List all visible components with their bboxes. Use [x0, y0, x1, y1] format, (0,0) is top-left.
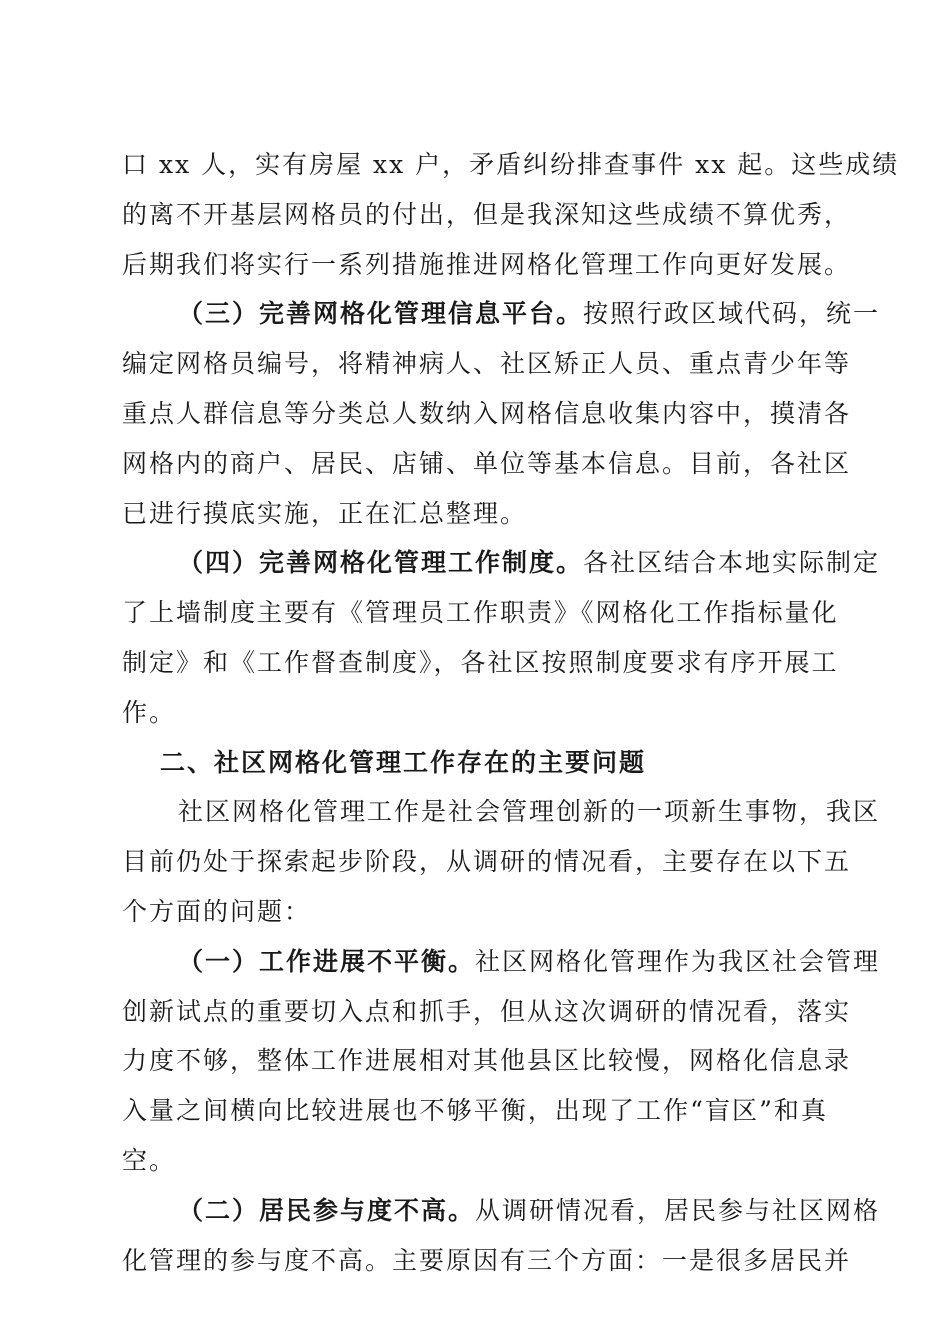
text-line: 作。 — [122, 697, 177, 727]
text-span: 各社区结合本地实际制定 — [583, 548, 881, 578]
text-line: 制定》和《工作督查制度》，各社区按照制度要求有序开展工 — [122, 647, 839, 677]
text-span: 从调研情况看，居民参与社区网格 — [475, 1195, 881, 1225]
paragraph-uneven-progress — [122, 937, 881, 1186]
text-line: 了上墙制度主要有《管理员工作职责》《网格化工作指标量化 — [122, 598, 839, 628]
text-line: 空。 — [122, 1145, 177, 1175]
paragraph-low-participation — [122, 1186, 881, 1286]
text-span: 社区网格化管理作为我区社会管理 — [475, 946, 881, 976]
text-line: 个方面的问题： — [122, 896, 312, 926]
text-line: 的离不开基层网格员的付出，但是我深知这些成绩不算优秀， — [122, 199, 852, 229]
text-line: 口 xx 人，实有房屋 xx 户，矛盾纠纷排查事件 xx 起。这些成绩 — [122, 150, 900, 179]
paragraph-info-platform — [122, 289, 881, 538]
text-span: 按照行政区域代码，统一 — [583, 299, 881, 329]
section-heading: 二、社区网格化管理工作存在的主要问题 — [160, 747, 647, 777]
text-line: 已进行摸底实施，正在汇总整理。 — [122, 498, 528, 528]
text-line: 目前仍处于探索起步阶段，从调研的情况看，主要存在以下五 — [122, 847, 852, 877]
paragraph-intro-problems — [122, 787, 881, 936]
text-line — [122, 289, 881, 339]
text-line: 重点人群信息等分类总人数纳入网格信息收集内容中，摸清各 — [122, 398, 852, 428]
text-line: 力度不够，整体工作进展相对其他县区比较慢，网格化信息录 — [122, 1046, 852, 1076]
paragraph-work-system — [122, 538, 881, 737]
paragraph-lead-title: （一）工作进展不平衡。 — [178, 946, 476, 976]
text-line: 编定网格员编号，将精神病人、社区矫正人员、重点青少年等 — [122, 349, 852, 379]
text-line — [122, 937, 881, 987]
document-body — [122, 140, 900, 1285]
text-line: 后期我们将实行一系列措施推进网格化管理工作向更好发展。 — [122, 249, 852, 279]
paragraph-lead-title: （三）完善网格化管理信息平台。 — [178, 299, 584, 329]
text-line: 网格内的商户、居民、店铺、单位等基本信息。目前，各社区 — [122, 448, 852, 478]
text-line: 化管理的参与度不高。主要原因有三个方面：一是很多居民并 — [122, 1245, 852, 1275]
paragraph-continuation — [122, 140, 900, 289]
text-line: 社区网格化管理工作是社会管理创新的一项新生事物，我区 — [178, 797, 881, 827]
text-line: 入量之间横向比较进展也不够平衡，出现了工作“盲区”和真 — [122, 1096, 828, 1126]
text-line — [122, 1186, 881, 1236]
paragraph-lead-title: （二）居民参与度不高。 — [178, 1195, 476, 1225]
text-line — [122, 538, 881, 588]
paragraph-lead-title: （四）完善网格化管理工作制度。 — [178, 548, 584, 578]
text-line: 创新试点的重要切入点和抓手，但从这次调研的情况看，落实 — [122, 996, 852, 1026]
